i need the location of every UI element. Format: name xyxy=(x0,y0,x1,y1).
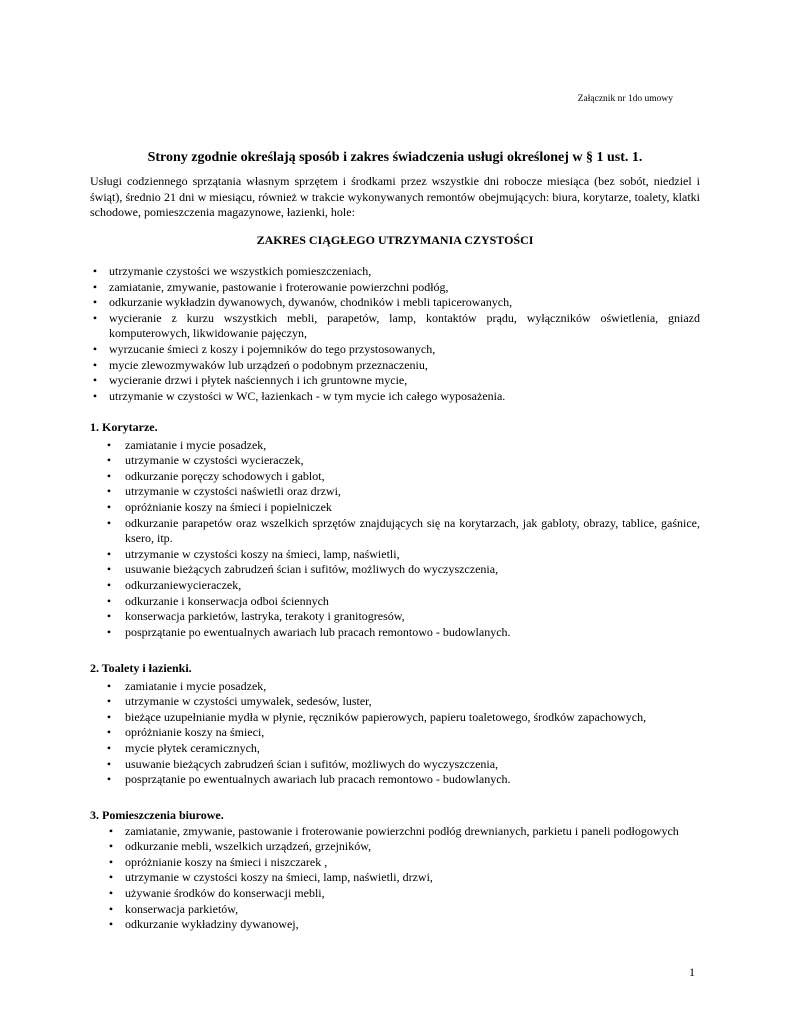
list-item: • zamiatanie, zmywanie, pastowanie i froterowanie powierzchni podłóg drewnianych, parkietu i paneli podłogowych xyxy=(106,824,700,840)
list-item: • mycie płytek ceramicznych, xyxy=(90,741,700,757)
list-item: • odkurzanie mebli, wszelkich urządzeń, grzejników, xyxy=(106,839,700,855)
list-item: • odkurzaniewycieraczek, xyxy=(90,578,700,594)
page-number: 1 xyxy=(689,965,695,979)
general-scope-list xyxy=(90,264,700,404)
section-list xyxy=(90,679,700,788)
bullet-icon: • xyxy=(106,437,112,452)
list-item: • odkurzanie wykładzin dywanowych, dywanów, chodników i mebli tapicerowanych, xyxy=(90,295,700,311)
list-item: • mycie zlewozmywaków lub urządzeń o podobnym przeznaczeniu, xyxy=(90,358,700,374)
section-title: 2. Toalety i łazienki. xyxy=(90,661,192,675)
bullet-icon: • xyxy=(92,295,98,310)
list-item: • opróżnianie koszy na śmieci, xyxy=(90,725,700,741)
bullet-icon: • xyxy=(106,562,112,577)
list-item: • odkurzanie wykładziny dywanowej, xyxy=(106,917,700,933)
section-list xyxy=(90,438,700,641)
list-item: • używanie środków do konserwacji mebli, xyxy=(106,886,700,902)
section-title: 1. Korytarze. xyxy=(90,420,158,434)
bullet-icon: • xyxy=(106,678,112,693)
bullet-icon: • xyxy=(92,373,98,388)
list-item: • posprzątanie po ewentualnych awariach lub pracach remontowo - budowlanych. xyxy=(90,625,700,641)
list-item: • posprzątanie po ewentualnych awariach lub pracach remontowo - budowlanych. xyxy=(90,772,700,788)
list-item: • utrzymanie w czystości koszy na śmieci, lamp, naświetli, drzwi, xyxy=(106,870,700,886)
intro-paragraph: Usługi codziennego sprzątania własnym sprzętem i środkami przez wszystkie dni robocze miesiąca (bez sobót, niedziel i świąt), średnio 21 dni w miesiącu, również w trakcie wykonywanych remontów obejmujących: biura, korytarze, toalety, klatki schodowe, pomieszczenia magazynowe, łazienki, hole: xyxy=(90,174,700,220)
bullet-icon: • xyxy=(108,885,114,900)
bullet-icon: • xyxy=(106,756,112,771)
bullet-icon: • xyxy=(92,357,98,372)
bullet-icon: • xyxy=(92,310,98,325)
list-item: • konserwacja parkietów, xyxy=(106,902,700,918)
list-item: • usuwanie bieżących zabrudzeń ścian i sufitów, możliwych do wyczyszczenia, xyxy=(90,562,700,578)
list-item: • odkurzanie parapetów oraz wszelkich sprzętów znajdujących się na korytarzach, jak gabloty, obrazy, tablice, gaśnice, ksero, itp. xyxy=(90,516,700,547)
section-offices xyxy=(90,808,700,933)
bullet-icon: • xyxy=(106,725,112,740)
list-item: • opróżnianie koszy na śmieci i popielniczek xyxy=(90,500,700,516)
bullet-icon: • xyxy=(108,901,114,916)
bullet-icon: • xyxy=(106,593,112,608)
section-list xyxy=(106,824,700,933)
bullet-icon: • xyxy=(106,484,112,499)
list-item: • utrzymanie w czystości umywalek, sedesów, luster, xyxy=(90,694,700,710)
general-scope-section xyxy=(90,264,700,404)
bullet-icon: • xyxy=(106,577,112,592)
bullet-icon: • xyxy=(106,468,112,483)
bullet-icon: • xyxy=(106,624,112,639)
bullet-icon: • xyxy=(106,499,112,514)
list-item: • konserwacja parkietów, lastryka, terakoty i granitogresów, xyxy=(90,609,700,625)
bullet-icon: • xyxy=(106,740,112,755)
list-item: • wycieranie z kurzu wszystkich mebli, parapetów, lamp, kontaktów prądu, wyłączników oświetlenia, gniazd komputerowych, likwidowanie pajęczyn, xyxy=(90,311,700,342)
list-item: • utrzymanie w czystości w WC, łazienkach - w tym mycie ich całego wyposażenia. xyxy=(90,389,700,405)
list-item: • zamiatanie i mycie posadzek, xyxy=(90,679,700,695)
list-item: • zamiatanie i mycie posadzek, xyxy=(90,438,700,454)
list-item: • opróżnianie koszy na śmieci i niszczarek , xyxy=(106,855,700,871)
list-item: • wyrzucanie śmieci z koszy i pojemników do tego przystosowanych, xyxy=(90,342,700,358)
bullet-icon: • xyxy=(106,453,112,468)
list-item: • usuwanie bieżących zabrudzeń ścian i sufitów, możliwych do wyczyszczenia, xyxy=(90,757,700,773)
document-title: Strony zgodnie określają sposób i zakres świadczenia usługi określonej w § 1 ust. 1. xyxy=(147,150,643,165)
bullet-icon: • xyxy=(106,609,112,624)
bullet-icon: • xyxy=(92,341,98,356)
section-corridors xyxy=(90,420,700,640)
section-title: 3. Pomieszczenia biurowe. xyxy=(90,808,224,822)
list-item: • utrzymanie w czystości wycieraczek, xyxy=(90,453,700,469)
bullet-icon: • xyxy=(92,279,98,294)
bullet-icon: • xyxy=(108,854,114,869)
list-item: • zamiatanie, zmywanie, pastowanie i froterowanie powierzchni podłóg, xyxy=(90,280,700,296)
section-toilets xyxy=(90,661,700,788)
list-item: • odkurzanie poręczy schodowych i gablot, xyxy=(90,469,700,485)
list-item: • utrzymanie w czystości naświetli oraz drzwi, xyxy=(90,484,700,500)
scope-heading: ZAKRES CIĄGŁEGO UTRZYMANIA CZYSTOŚCI xyxy=(256,233,534,247)
list-item: • odkurzanie i konserwacja odboi ściennych xyxy=(90,594,700,610)
bullet-icon: • xyxy=(108,917,114,932)
bullet-icon: • xyxy=(106,709,112,724)
bullet-icon: • xyxy=(106,546,112,561)
list-item: • wycieranie drzwi i płytek naściennych i ich gruntowne mycie, xyxy=(90,373,700,389)
list-item: • utrzymanie czystości we wszystkich pomieszczeniach, xyxy=(90,264,700,280)
bullet-icon: • xyxy=(108,839,114,854)
bullet-icon: • xyxy=(106,694,112,709)
bullet-icon: • xyxy=(108,870,114,885)
bullet-icon: • xyxy=(92,388,98,403)
list-item: • utrzymanie w czystości koszy na śmieci, lamp, naświetli, xyxy=(90,547,700,563)
bullet-icon: • xyxy=(106,515,112,530)
bullet-icon: • xyxy=(106,772,112,787)
bullet-icon: • xyxy=(92,264,98,278)
annex-label: Załącznik nr 1do umowy xyxy=(577,94,673,104)
list-item: • bieżące uzupełnianie mydła w płynie, ręczników papierowych, papieru toaletowego, środków zapachowych, xyxy=(90,710,700,726)
bullet-icon: • xyxy=(108,823,114,838)
